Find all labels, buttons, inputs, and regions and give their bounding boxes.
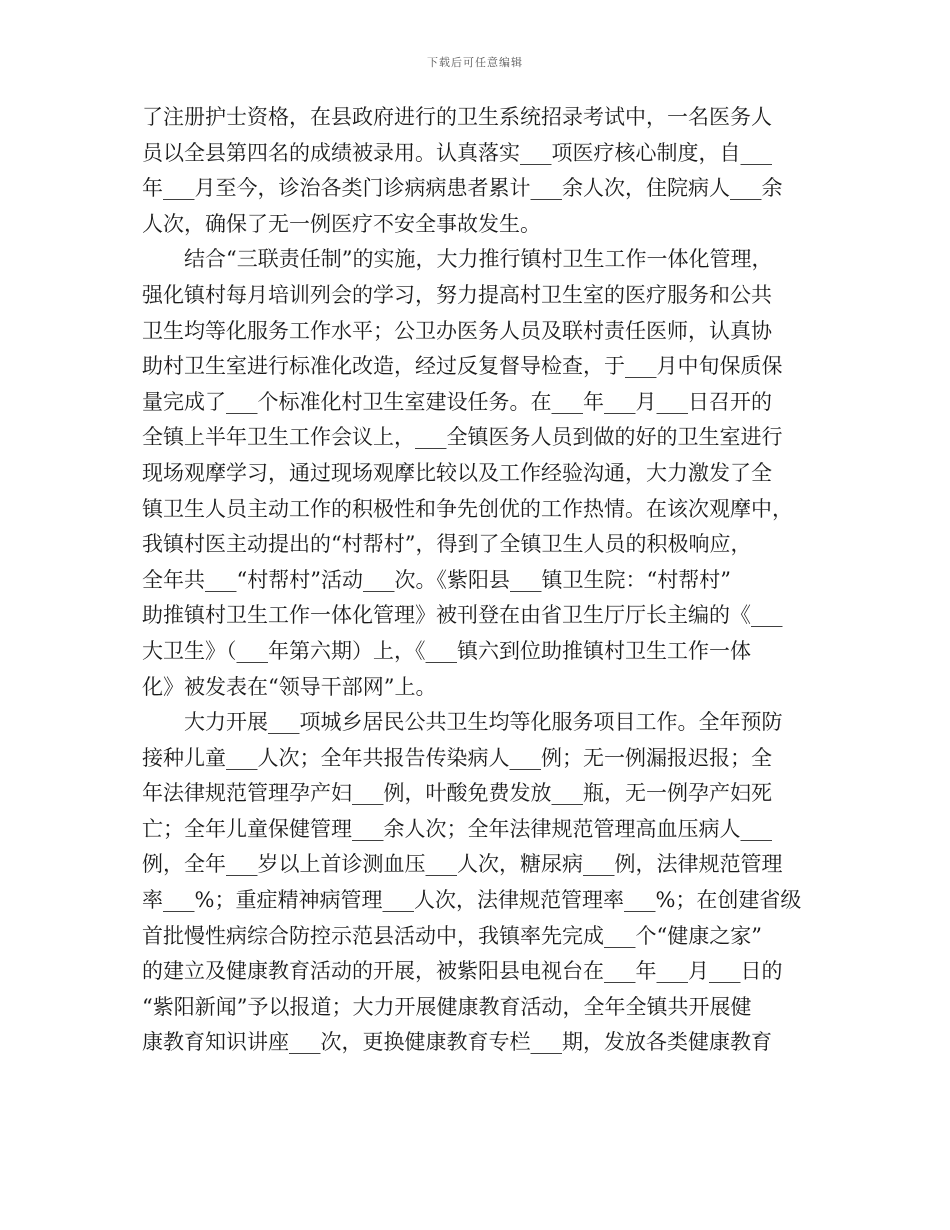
text-line: 人次，确保了无一例医疗不安全事故发生。 [142, 211, 541, 236]
document-body [142, 100, 822, 1061]
text-line: 的建立及健康教育活动的开展，被紫阳县电视台在___年___月___日的 [142, 959, 783, 984]
text-line: “紫阳新闻”予以报道；大力开展健康教育活动，全年全镇共开展健 [142, 994, 752, 1019]
text-line: 全年共___“村帮村”活动___次。《紫阳县___镇卫生院：“村帮村” [142, 567, 731, 592]
text-line: 我镇村医主动提出的“村帮村”，得到了全镇卫生人员的积极响应， [142, 532, 752, 557]
text-line: 首批慢性病综合防控示范县活动中，我镇率先完成___个“健康之家” [142, 923, 762, 948]
text-line: 镇卫生人员主动工作的积极性和争先创优的工作热情。在该次观摩中， [142, 496, 793, 521]
text-line: 全镇上半年卫生工作会议上，___全镇医务人员到做的好的卫生室进行 [142, 425, 783, 450]
text-line: 量完成了___个标准化村卫生室建设任务。在___年___月___日召开的 [142, 389, 772, 414]
text-line: 年法律规范管理孕产妇___例，叶酸免费发放___瓶，无一例孕产妇死 [142, 781, 772, 806]
text-line: 结合“三联责任制”的实施，大力推行镇村卫生工作一体化管理， [142, 247, 773, 272]
text-line: 接种儿童___人次；全年共报告传染病人___例；无一例漏报迟报；全 [142, 745, 772, 770]
text-line: 化》被发表在“领导干部网”上。 [142, 674, 437, 699]
text-line: 强化镇村每月培训列会的学习，努力提高村卫生室的医疗服务和公共 [142, 282, 772, 307]
text-line: 员以全县第四名的成绩被录用。认真落实___项医疗核心制度，自___ [142, 140, 772, 165]
page-header: 下载后可任意编辑 [427, 56, 523, 69]
text-line: 例，全年___岁以上首诊测血压___人次，糖尿病___例，法律规范管理 [142, 852, 783, 877]
text-line: 助村卫生室进行标准化改造，经过反复督导检查，于___月中旬保质保 [142, 354, 783, 379]
text-line: 了注册护士资格，在县政府进行的卫生系统招录考试中，一名医务人 [142, 105, 772, 129]
text-line: 年___月至今，诊治各类门诊病病患者累计___余人次，住院病人___余 [142, 176, 783, 201]
text-line: 亡；全年儿童保健管理___余人次；全年法律规范管理高血压病人___ [142, 816, 772, 841]
text-line: 大卫生》（___年第六期）上，《___镇六到位助推镇村卫生工作一体 [142, 638, 751, 663]
text-line: 率___%；重症精神病管理___人次，法律规范管理率___%；在创建省级 [142, 888, 802, 913]
text-line: 助推镇村卫生工作一体化管理》被刊登在由省卫生厅厅长主编的《___ [142, 603, 783, 628]
text-line: 现场观摩学习，通过现场观摩比较以及工作经验沟通，大力激发了全 [142, 460, 772, 485]
text-line: 大力开展___项城乡居民公共卫生均等化服务项目工作。全年预防 [142, 710, 783, 735]
text-line: 康教育知识讲座___次，更换健康教育专栏___期，发放各类健康教育 [142, 1030, 772, 1055]
text-line: 卫生均等化服务工作水平；公卫办医务人员及联村责任医师，认真协 [142, 318, 772, 343]
